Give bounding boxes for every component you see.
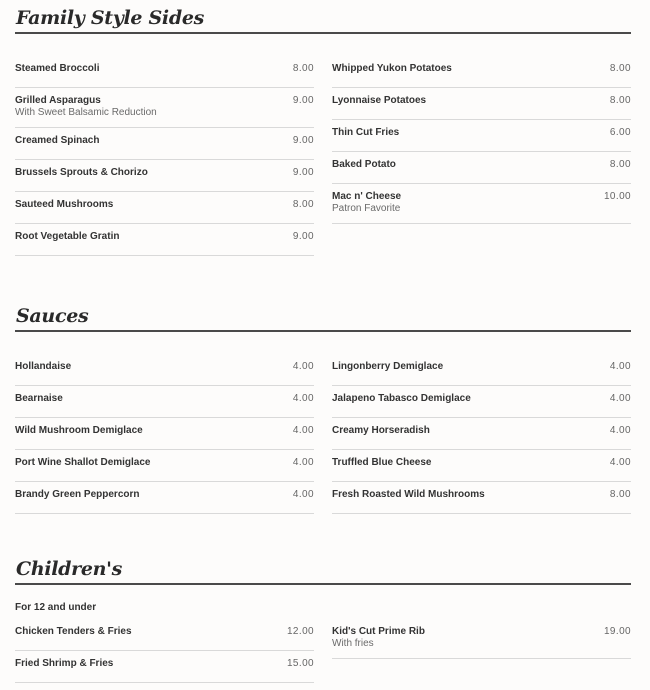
item-price: 4.00 [609, 457, 631, 468]
menu-item [332, 88, 631, 120]
item-name: Whipped Yukon Potatoes [332, 63, 452, 74]
menu-item [332, 619, 631, 659]
menu-column-left [15, 56, 314, 256]
menu-item [15, 450, 314, 482]
menu-item [15, 88, 314, 128]
item-price: 6.00 [609, 127, 631, 138]
item-name: Jalapeno Tabasco Demiglace [332, 393, 471, 404]
item-price: 4.00 [609, 393, 631, 404]
item-name: Chicken Tenders & Fries [15, 626, 132, 637]
item-price: 4.00 [292, 361, 314, 372]
menu-item [332, 120, 631, 152]
item-price: 4.00 [292, 489, 314, 500]
menu-item [15, 619, 314, 651]
item-name: Fried Shrimp & Fries [15, 658, 114, 669]
item-name: Hollandaise [15, 361, 72, 372]
item-price: 19.00 [603, 626, 631, 637]
item-name: Truffled Blue Cheese [332, 457, 432, 468]
menu-column-left [15, 354, 314, 514]
menu-item [15, 386, 314, 418]
item-price: 8.00 [292, 199, 314, 210]
menu-item [332, 56, 631, 88]
item-name: Mac n' Cheese [332, 191, 402, 202]
title-divider [15, 32, 631, 34]
item-name: Creamy Horseradish [332, 425, 430, 436]
menu-item [15, 192, 314, 224]
item-price: 4.00 [609, 425, 631, 436]
item-price: 15.00 [286, 658, 314, 669]
menu-item [15, 128, 314, 160]
item-name: Fresh Roasted Wild Mushrooms [332, 489, 485, 500]
title-divider [15, 330, 631, 332]
item-price: 8.00 [609, 95, 631, 106]
item-name: Sauteed Mushrooms [15, 199, 114, 210]
item-description: Patron Favorite [332, 203, 401, 214]
section-title: Sauces [16, 305, 89, 327]
section-sauces [15, 302, 631, 500]
item-name: Wild Mushroom Demiglace [15, 425, 143, 436]
menu-item [15, 418, 314, 450]
section-title: Family Style Sides [16, 7, 205, 29]
item-price: 8.00 [609, 63, 631, 74]
item-price: 4.00 [609, 361, 631, 372]
item-name: Thin Cut Fries [332, 127, 400, 138]
menu-item [332, 418, 631, 450]
item-price: 9.00 [292, 231, 314, 242]
menu-item [332, 386, 631, 418]
item-name: Port Wine Shallot Demiglace [15, 457, 151, 468]
section-title: Children's [16, 558, 123, 580]
item-name: Root Vegetable Gratin [15, 231, 120, 242]
item-price: 8.00 [292, 63, 314, 74]
menu-item [332, 152, 631, 184]
menu-item [332, 354, 631, 386]
section-family-style-sides [15, 4, 631, 242]
menu-item [15, 56, 314, 88]
item-price: 9.00 [292, 95, 314, 106]
item-price: 4.00 [292, 457, 314, 468]
item-name: Lingonberry Demiglace [332, 361, 444, 372]
item-name: Baked Potato [332, 159, 396, 170]
item-price: 9.00 [292, 135, 314, 146]
menu-item [15, 651, 314, 683]
item-price: 8.00 [609, 489, 631, 500]
section-childrens [15, 555, 631, 669]
title-divider [15, 583, 631, 585]
item-name: Kid's Cut Prime Rib [332, 626, 425, 637]
menu-column-right [332, 354, 631, 514]
item-price: 8.00 [609, 159, 631, 170]
item-price: 12.00 [286, 626, 314, 637]
section-note: For 12 and under [15, 602, 97, 613]
item-name: Grilled Asparagus [15, 95, 101, 106]
item-name: Creamed Spinach [15, 135, 100, 146]
item-description: With Sweet Balsamic Reduction [15, 107, 157, 118]
item-price: 4.00 [292, 393, 314, 404]
item-price: 4.00 [292, 425, 314, 436]
menu-item [332, 450, 631, 482]
menu-column-right [332, 619, 631, 659]
menu-item [15, 160, 314, 192]
menu-column-right [332, 56, 631, 224]
item-price: 9.00 [292, 167, 314, 178]
menu-item [332, 184, 631, 224]
item-name: Steamed Broccoli [15, 63, 100, 74]
menu-item [332, 482, 631, 514]
item-description: With fries [332, 638, 374, 649]
item-name: Lyonnaise Potatoes [332, 95, 427, 106]
item-name: Brussels Sprouts & Chorizo [15, 167, 148, 178]
menu-item [15, 224, 314, 256]
item-price: 10.00 [603, 191, 631, 202]
item-name: Bearnaise [15, 393, 63, 404]
menu-column-left [15, 619, 314, 683]
menu-item [15, 354, 314, 386]
item-name: Brandy Green Peppercorn [15, 489, 140, 500]
menu-item [15, 482, 314, 514]
